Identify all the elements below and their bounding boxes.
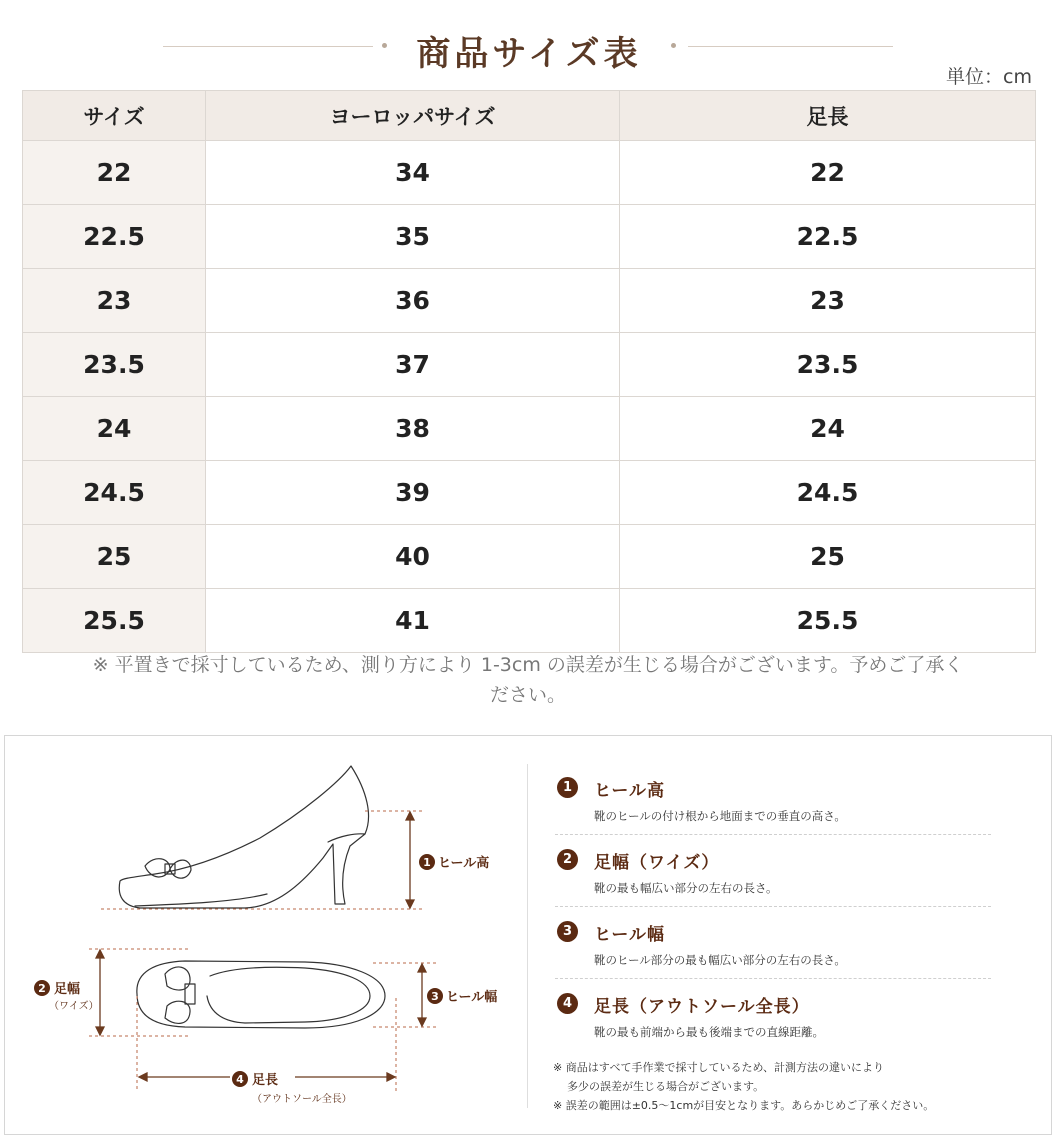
title-divider-right xyxy=(688,46,893,47)
definition-desc: 靴のヒールの付け根から地面までの垂直の高さ。 xyxy=(594,809,846,823)
definition-desc: 靴のヒール部分の最も幅広い部分の左右の長さ。 xyxy=(594,953,846,967)
definition-item xyxy=(553,774,993,846)
cell-size: 24.5 xyxy=(23,461,206,525)
table-row xyxy=(23,269,1036,333)
table-row xyxy=(23,397,1036,461)
measurement-guide-panel xyxy=(4,735,1052,1135)
cell-foot-length: 25.5 xyxy=(620,589,1036,653)
cell-eu-size: 39 xyxy=(206,461,620,525)
footnote-line: 多少の誤差が生じる場合がございます。 xyxy=(567,1080,765,1093)
table-row xyxy=(23,205,1036,269)
number-badge: 1 xyxy=(557,777,578,798)
cell-size: 22 xyxy=(23,141,206,205)
note-line: ださい。 xyxy=(489,684,566,706)
cell-size: 23.5 xyxy=(23,333,206,397)
definition-separator xyxy=(555,834,991,835)
diagram-num-4: 4 xyxy=(236,1073,244,1086)
title-dot-left xyxy=(382,43,387,48)
cell-eu-size: 34 xyxy=(206,141,620,205)
diagram-sub-foot-length: （アウトソール全長） xyxy=(252,1094,352,1105)
bow-top xyxy=(165,967,195,1023)
diagram-num-1: 1 xyxy=(423,856,431,869)
title-dot-right xyxy=(671,43,676,48)
definition-item xyxy=(553,918,993,990)
cell-size: 25.5 xyxy=(23,589,206,653)
definition-item xyxy=(553,846,993,918)
note-line: ※ 平置きで採寸しているため、測り方により 1-3cm の誤差が生じる場合がございます。予めご了承く xyxy=(92,654,964,676)
panel-divider xyxy=(527,764,528,1108)
cell-foot-length: 25 xyxy=(620,525,1036,589)
cell-foot-length: 24 xyxy=(620,397,1036,461)
unit-label: 単位：cm xyxy=(946,66,1032,88)
footnotes xyxy=(553,1058,934,1115)
cell-eu-size: 37 xyxy=(206,333,620,397)
footnote-line: ※ 商品はすべて手作業で採寸しているため、計測方法の違いにより xyxy=(553,1061,885,1074)
definition-title: ヒール高 xyxy=(594,781,665,801)
cell-size: 24 xyxy=(23,397,206,461)
table-row xyxy=(23,525,1036,589)
shoe-diagram xyxy=(5,736,527,1134)
page-title: 商品サイズ表 xyxy=(416,34,642,74)
diagram-sub-foot-width: （ワイズ） xyxy=(49,1001,99,1012)
cell-eu-size: 35 xyxy=(206,205,620,269)
definition-desc: 靴の最も前端から最も後端までの直線距離。 xyxy=(594,1025,824,1039)
number-badge: 4 xyxy=(557,993,578,1014)
definitions-list xyxy=(553,774,993,1062)
cell-foot-length: 24.5 xyxy=(620,461,1036,525)
diagram-label-heel-height: ヒール高 xyxy=(438,856,490,871)
definition-item xyxy=(553,990,993,1062)
definition-desc: 靴の最も幅広い部分の左右の長さ。 xyxy=(594,881,778,895)
cell-foot-length: 23 xyxy=(620,269,1036,333)
table-row xyxy=(23,461,1036,525)
title-area xyxy=(0,22,1056,76)
cell-foot-length: 22.5 xyxy=(620,205,1036,269)
definition-title: ヒール幅 xyxy=(594,925,665,945)
table-header-row xyxy=(23,91,1036,141)
shoe-side-outline xyxy=(119,766,368,908)
cell-eu-size: 38 xyxy=(206,397,620,461)
table-row xyxy=(23,333,1036,397)
cell-foot-length: 23.5 xyxy=(620,333,1036,397)
shoe-top-outline xyxy=(137,961,385,1028)
definition-separator xyxy=(555,906,991,907)
title-divider-left xyxy=(163,46,373,47)
diagram-label-foot-length: 足長 xyxy=(252,1073,279,1088)
header-eu-size: ヨーロッパサイズ xyxy=(206,91,620,141)
footnote-line: ※ 誤差の範囲は±0.5〜1cmが目安となります。あらかじめご了承ください。 xyxy=(553,1099,935,1112)
cell-size: 22.5 xyxy=(23,205,206,269)
cell-eu-size: 41 xyxy=(206,589,620,653)
diagram-num-3: 3 xyxy=(431,990,439,1003)
cell-size: 25 xyxy=(23,525,206,589)
cell-eu-size: 40 xyxy=(206,525,620,589)
cell-foot-length: 22 xyxy=(620,141,1036,205)
number-badge: 3 xyxy=(557,921,578,942)
definition-separator xyxy=(555,978,991,979)
table-row xyxy=(23,141,1036,205)
diagram-label-foot-width: 足幅 xyxy=(54,982,81,997)
diagram-num-2: 2 xyxy=(38,982,46,995)
table-row xyxy=(23,589,1036,653)
size-table xyxy=(22,90,1036,653)
cell-eu-size: 36 xyxy=(206,269,620,333)
definition-title: 足幅（ワイズ） xyxy=(594,853,720,873)
definition-title: 足長（アウトソール全長） xyxy=(594,997,810,1017)
cell-size: 23 xyxy=(23,269,206,333)
header-foot-length: 足長 xyxy=(620,91,1036,141)
header-size: サイズ xyxy=(23,91,206,141)
measurement-note xyxy=(40,650,1016,710)
number-badge: 2 xyxy=(557,849,578,870)
diagram-label-heel-width: ヒール幅 xyxy=(446,990,498,1005)
